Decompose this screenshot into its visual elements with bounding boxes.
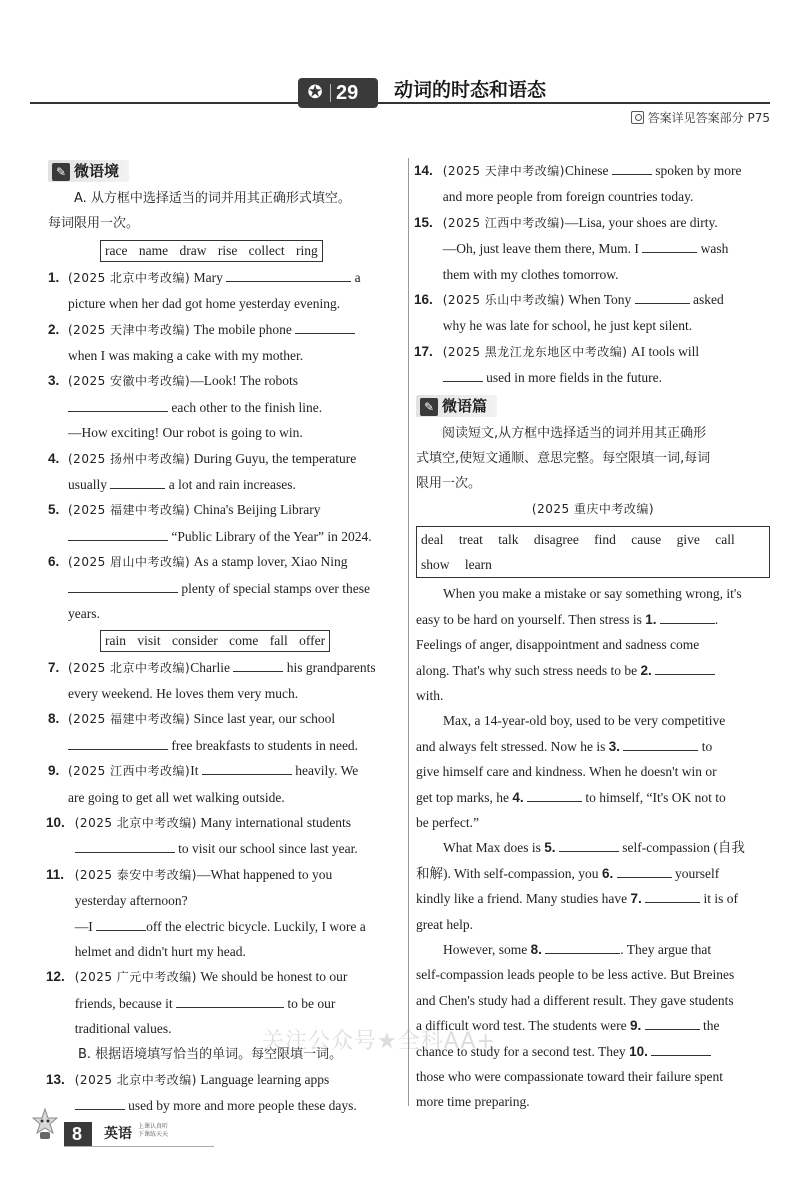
answer-blank[interactable] (295, 320, 355, 334)
question-16: 16. (2025 乐山中考改编) When Tony asked why he was late for school, he just kept silent. (414, 292, 724, 334)
right-column (416, 158, 770, 1115)
page-footer (28, 1110, 228, 1150)
passage-instruction-cont: 式填空,使短文通顺、意思完整。每空限填一词,每词 (416, 451, 711, 467)
subject-label: 英语 (104, 1126, 132, 1142)
question-13: 13. (2025 北京中考改编) Language learning apps used by more and more people these days. (46, 1072, 357, 1114)
answer-blank[interactable] (75, 839, 175, 853)
answer-blank[interactable] (527, 788, 582, 802)
page-number: 8 (64, 1122, 92, 1146)
question-8: 8. (2025 福建中考改编) Since last year, our school free breakfasts to students in need. (48, 711, 359, 753)
answer-blank[interactable] (651, 1042, 711, 1056)
answer-blank[interactable] (635, 290, 690, 304)
answer-blank[interactable] (623, 737, 698, 751)
answer-blank[interactable] (655, 661, 715, 675)
footer-slogan: 上课认真听 下课练天天 (138, 1123, 169, 1138)
page-title: 动词的时态和语态 (394, 79, 547, 101)
answer-blank[interactable] (68, 398, 168, 412)
word-box-passage: deal treat talk disagree find cause give call show learn (416, 526, 770, 578)
unit-badge (298, 78, 378, 108)
left-column (48, 160, 402, 1119)
answer-blank[interactable] (110, 475, 165, 489)
question-10: 10. (2025 北京中考改编) Many international students to visit our school since last year. (46, 814, 358, 857)
star-icon: ✪ (307, 82, 323, 103)
question-12: 12. (2025 广元中考改编) We should be honest to our friends, because it to be our traditional values. (46, 969, 348, 1037)
answer-blank[interactable] (612, 161, 652, 175)
pencil-icon: ✎ (52, 163, 70, 181)
pencil-icon: ✎ (420, 398, 438, 416)
answer-blank[interactable] (617, 864, 672, 878)
question-14: 14. (2025 天津中考改编)Chinese spoken by more and more people from foreign countries today. (414, 163, 742, 205)
answer-blank[interactable] (642, 239, 697, 253)
question-11: 11. (2025 泰安中考改编)—What happened to you yesterday afternoon? —I off the electric bicycle. Luckily, I wore a helmet and didn't hurt my head. (46, 866, 366, 959)
answer-blank[interactable] (96, 917, 146, 931)
answer-blank[interactable] (645, 889, 700, 903)
question-3: 3. (2025 安徽中考改编)—Look! The robots each other to the finish line. —How exciting! Our robot is going to win. (48, 373, 323, 441)
question-9: 9. (2025 江西中考改编)It heavily. We are going to get all wet walking outside. (48, 763, 359, 805)
section-header-micro-passage (416, 395, 770, 419)
part-a-instruction-cont: 每词限用一次。 (48, 216, 140, 232)
passage-paragraph-4: However, some 8. . They argue that self-compassion leads people to be less active. But Breines and Chen's study had a different result. They gave students a difficult word test. The students were 9. the chance to study for a second test. They 10. those who were compassionate toward their failure spent more time preparing. (416, 941, 735, 1110)
part-b-instruction: B. 根据语境填写恰当的单词。每空限填一词。 (78, 1046, 343, 1062)
question-1: 1. (2025 北京中考改编) Mary a picture when her dad got home yesterday evening. (48, 269, 361, 312)
part-a-instruction: A. 从方框中选择适当的词并用其正确形式填空。 (74, 191, 351, 206)
search-icon (631, 111, 644, 124)
column-divider (408, 158, 409, 1106)
passage-paragraph-2: Max, a 14-year-old boy, used to be very competitive and always felt stressed. Now he is 3. to give himself care and kindness. When he doesn't win or get top marks, he 4. to himself, “It's OK not to be perfect.” (416, 713, 726, 830)
passage-instruction-end: 限用一次。 (416, 476, 482, 492)
passage-source: (2025 重庆中考改编) (531, 501, 655, 516)
question-4: 4. (2025 扬州中考改编) During Guyu, the temperature usually a lot and rain increases. (48, 450, 357, 493)
passage-paragraph-1: When you make a mistake or say something wrong, it's easy to be hard on yourself. Then stress is 1. . Feelings of anger, disappointment and sadness come along. That's why such stress needs to be 2. with. (416, 586, 742, 703)
answer-blank[interactable] (68, 527, 168, 541)
footer-rule (64, 1146, 214, 1147)
unit-number: 29 (336, 82, 359, 104)
mascot-icon (32, 1108, 58, 1140)
question-6: 6. (2025 眉山中考改编) As a stamp lover, Xiao Ning plenty of special stamps over these years. (48, 554, 370, 622)
answer-blank[interactable] (202, 761, 292, 775)
answer-blank[interactable] (68, 736, 168, 750)
answer-blank[interactable] (75, 1096, 125, 1110)
answer-blank[interactable] (545, 940, 620, 954)
badge-separator (330, 84, 331, 102)
answer-blank[interactable] (443, 368, 483, 382)
answer-blank[interactable] (68, 579, 178, 593)
word-box-1: race name draw rise collect ring (100, 240, 323, 262)
answer-blank[interactable] (176, 994, 284, 1008)
passage-paragraph-3: What Max does is 5. self-compassion (自我 和解). With self-compassion, you 6. yourself kindly like a friend. Many studies have 7. it is of great help. (416, 840, 745, 932)
passage-instruction: 阅读短文,从方框中选择适当的词并用其正确形 (442, 425, 707, 441)
section-header-micro-context (48, 160, 402, 184)
page-header (0, 72, 800, 125)
section-title: 微语境 (74, 162, 120, 180)
question-17: 17. (2025 黑龙江龙东地区中考改编) AI tools will used in more fields in the future. (414, 343, 700, 386)
question-2: 2. (2025 天津中考改编) The mobile phone when I was making a cake with my mother. (48, 317, 402, 369)
question-5: 5. (2025 福建中考改编) China's Beijing Library “Public Library of the Year” in 2024. (48, 502, 372, 544)
word-box-2: rain visit consider come fall offer (100, 630, 330, 652)
watermark: 关注公众号★全科AA+ (262, 1029, 496, 1054)
answer-reference-text: 答案详见答案部分 P75 (647, 111, 770, 125)
header-rule (30, 102, 770, 104)
answer-blank[interactable] (233, 658, 283, 672)
section-title: 微语篇 (442, 396, 488, 415)
answer-blank[interactable] (226, 268, 351, 282)
answer-blank[interactable] (559, 838, 619, 852)
answer-blank[interactable] (660, 610, 715, 624)
answer-reference (631, 109, 770, 126)
question-7: 7. (2025 北京中考改编)Charlie his grandparents every weekend. He loves them very much. (48, 659, 376, 701)
question-15: 15. (2025 江西中考改编)—Lisa, your shoes are dirty. —Oh, just leave them there, Mum. I wash them with my clothes tomorrow. (414, 214, 729, 282)
answer-blank[interactable] (645, 1016, 700, 1030)
